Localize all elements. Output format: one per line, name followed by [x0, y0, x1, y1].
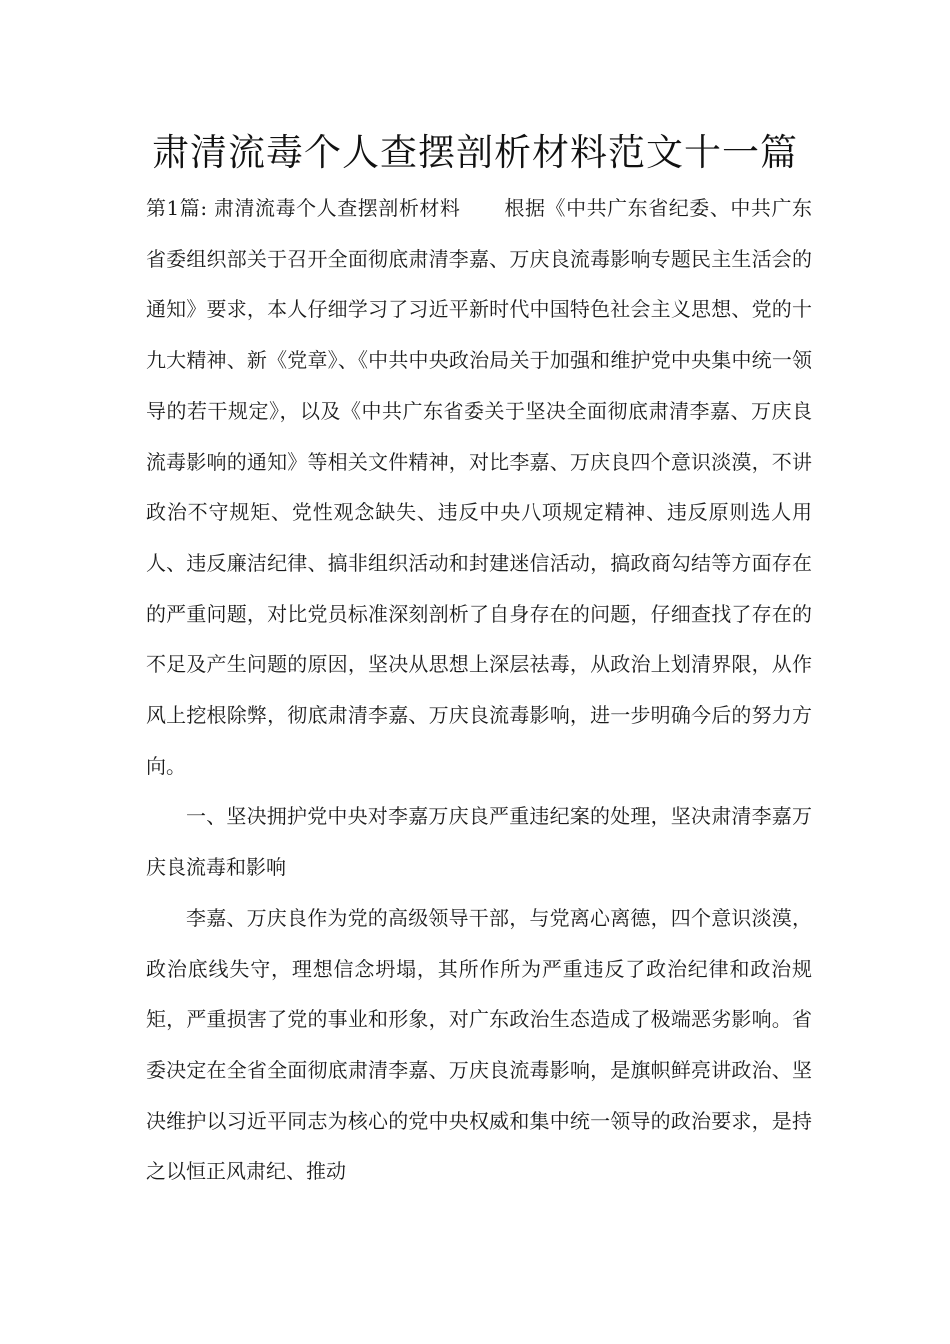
paragraph-1-text: 根据《中共广东省纪委、中共广东省委组织部关于召开全面彻底肃清李嘉、万庆良流毒影响专题民主生活会的通知》要求，本人仔细学习了习近平新时代中国特色社会主义思想、党的十九大精神、新《党章》、《中共中央政治局关于加强和维护党中央集中统一领导的若干规定》，以及《中共广东省委关于坚决全面彻底肃清李嘉、万庆良流毒影响的通知》等相关文件精神，对比李嘉、万庆良四个意识淡漠，不讲政治不守规矩、党性观念缺失、违反中央八项规定精神、违反原则选人用人、违反廉洁纪律、搞非组织活动和封建迷信活动，搞政商勾结等方面存在的严重问题，对比党员标准深刻剖析了自身存在的问题，仔细查找了存在的不足及产生问题的原因，坚决从思想上深层祛毒，从政治上划清界限，从作风上挖根除弊，彻底肃清李嘉、万庆良流毒影响，进一步明确今后的努力方向。: [146, 196, 812, 778]
document-title: 肃清流毒个人查摆剖析材料范文十一篇: [152, 131, 798, 174]
section-heading: 一、坚决拥护党中央对李嘉万庆良严重违纪案的处理，坚决肃清李嘉万庆良流毒和影响: [146, 804, 812, 880]
paragraph-2-text: 李嘉、万庆良作为党的高级领导干部，与党离心离德，四个意识淡漠，政治底线失守，理想信念坍塌，其所作所为严重违反了政治纪律和政治规矩，严重损害了党的事业和形象，对广东政治生态造成了极端恶劣影响。省委决定在全省全面彻底肃清李嘉、万庆良流毒影响，是旗帜鲜亮讲政治、坚决维护以习近平同志为核心的党中央权威和集中统一领导的政治要求，是持之以恒正风肃纪、推动: [146, 905, 812, 1184]
document-body: [146, 183, 812, 1197]
paragraph-intro: [146, 183, 812, 791]
section-label: 第1篇: 肃清流毒个人查摆剖析材料: [146, 196, 461, 220]
